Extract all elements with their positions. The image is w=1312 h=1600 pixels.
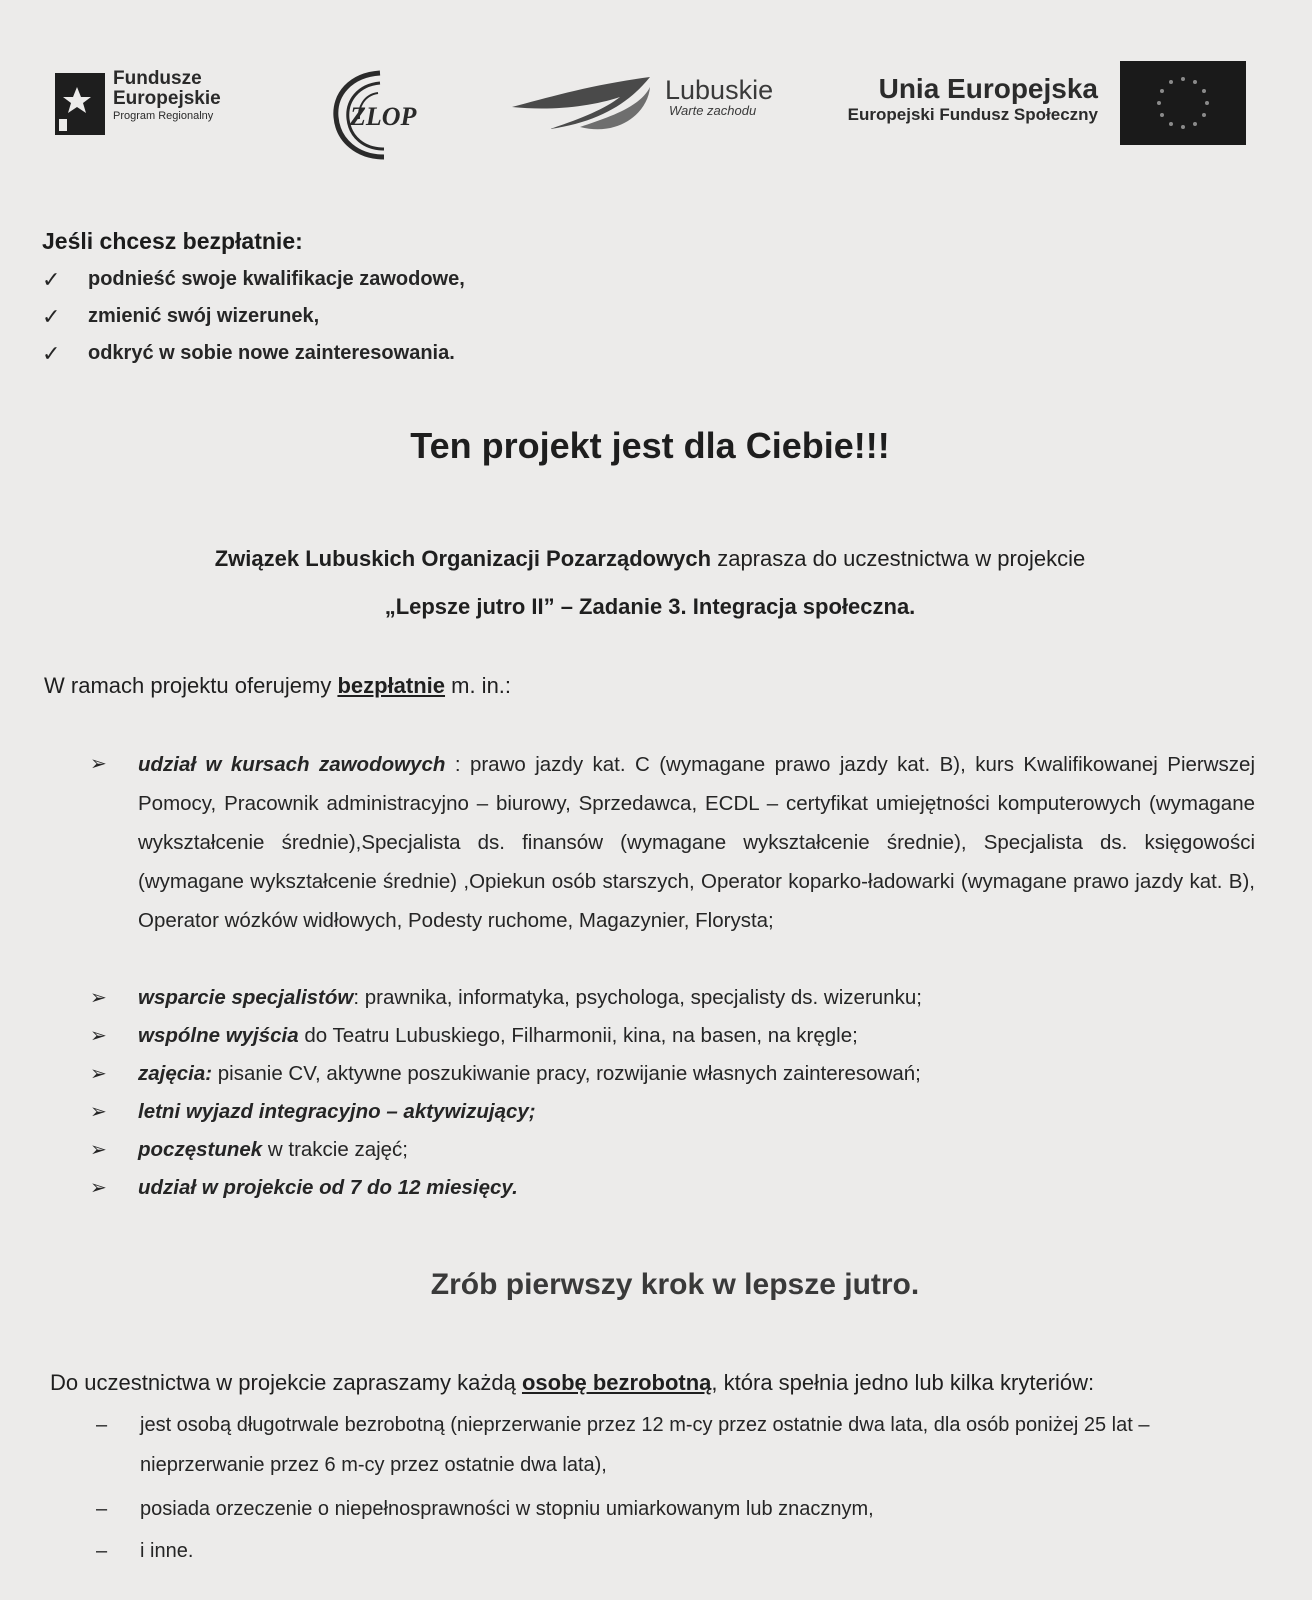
intro-heading: Jeśli chcesz bezpłatnie: — [42, 228, 303, 254]
arrow-bullet-icon: ➢ — [90, 1139, 107, 1161]
offer-free-label: bezpłatnie — [337, 673, 446, 698]
benefits-list — [42, 261, 465, 372]
fe-line2: Europejskie — [113, 87, 221, 109]
benefit-text: podnieść swoje kwalifikacje zawodowe, — [88, 268, 465, 290]
list-item — [90, 1055, 1255, 1093]
offer-text: pisanie CV, aktywne poszukiwanie pracy, rozwijanie własnych zainteresowań; — [212, 1062, 921, 1085]
checkmark-icon: ✓ — [42, 341, 61, 366]
offer-list — [90, 745, 1255, 1207]
invitation — [0, 535, 1300, 631]
dash-bullet-icon: – — [96, 1540, 108, 1562]
eu-flag-icon — [1120, 61, 1246, 145]
offer-emphasis: zajęcia: — [138, 1062, 213, 1085]
criterion-text: i inne. — [140, 1540, 194, 1562]
invitation-text: zaprasza do uczestnictwa w projekcie — [711, 546, 1086, 571]
unia-europejska-text — [830, 73, 1098, 125]
call-to-action: Zrób pierwszy krok w lepsze jutro. — [430, 1268, 920, 1301]
arrow-bullet-icon: ➢ — [90, 1177, 107, 1199]
criterion-text: posiada orzeczenie o niepełnosprawności w stopniu umiarkowanym lub znacznym, — [140, 1498, 874, 1520]
arrow-bullet-icon: ➢ — [90, 1063, 107, 1085]
arrow-bullet-icon: ➢ — [90, 987, 107, 1009]
offer-text: : prawo jazdy kat. C (wymagane prawo jazdy kat. B), kurs Kwalifikowanej Pierwszej Pomocy, Pracownik administracyjno – biurowy, Sprzedawca, ECDL – certyfikat umiejętności komputerowych (wymagane wykształcenie średnie),Specjalista ds. finansów (wymagane wykształcenie średnie), Specjalista ds. księgowości (wymagane wykształcenie średnie) ,Opiekun osób starszych, Operator koparko-ładowarki (wymagane prawo jazdy kat. B), Operator wózków widłowych, Podesty ruchome, Magazynier, Florysta; — [138, 753, 1255, 932]
offer-emphasis: udział w kursach zawodowych — [138, 753, 446, 776]
lubuskie-name: Lubuskie — [665, 75, 774, 105]
intro-block — [42, 228, 465, 372]
list-item — [90, 1093, 1255, 1131]
criteria-intro-text: Do uczestnictwa w projekcie zapraszamy każdą — [50, 1370, 522, 1395]
offer-emphasis: letni wyjazd integracyjno – aktywizujący; — [138, 1100, 536, 1123]
list-item — [96, 1531, 1246, 1573]
ue-line1: Unia Europejska — [878, 73, 1098, 104]
zlop-logo-icon — [328, 65, 438, 165]
criteria-list — [96, 1405, 1246, 1573]
criteria-target-label: osobę bezrobotną — [521, 1370, 712, 1395]
criterion-text: jest osobą długotrwale bezrobotną (nieprzerwanie przez 12 m-cy przez ostatnie dwa lata, dla osób poniżej 25 lat – nieprzerwanie przez 6 m-cy przez ostatnie dwa lata), — [140, 1414, 1150, 1476]
dash-bullet-icon: – — [96, 1498, 108, 1520]
list-item — [42, 261, 465, 298]
benefit-text: odkryć w sobie nowe zainteresowania. — [88, 342, 455, 364]
offer-intro-tail: m. in.: — [445, 673, 512, 698]
offer-emphasis: wspólne wyjścia — [138, 1024, 299, 1047]
list-item — [90, 745, 1255, 979]
checkmark-icon: ✓ — [42, 267, 61, 292]
offer-text: w trakcie zajęć; — [262, 1138, 408, 1161]
offer-emphasis: poczęstunek — [138, 1138, 263, 1161]
project-name: „Lepsze jutro II” – Zadanie 3. Integracja społeczna. — [384, 594, 916, 619]
fe-line1: Fundusze — [113, 68, 202, 89]
checkmark-icon: ✓ — [42, 304, 61, 329]
arrow-bullet-icon: ➢ — [90, 753, 107, 775]
list-item — [42, 298, 465, 335]
list-item — [90, 1017, 1255, 1055]
benefit-text: zmienić swój wizerunek, — [88, 305, 320, 327]
offer-text: : prawnika, informatyka, psychologa, specjalisty ds. wizerunku; — [353, 986, 922, 1009]
arrow-bullet-icon: ➢ — [90, 1101, 107, 1123]
offer-intro — [44, 673, 511, 699]
list-item — [42, 335, 465, 372]
list-item — [90, 1169, 1255, 1207]
zlop-logo-text: ZLOP — [350, 102, 417, 131]
dash-bullet-icon: – — [96, 1414, 108, 1436]
logo-strip — [0, 55, 1312, 165]
ue-line2: Europejski Fundusz Społeczny — [847, 105, 1098, 125]
fundusze-europejskie-text — [113, 69, 221, 122]
organization-name: Związek Lubuskich Organizacji Pozarządowych — [214, 546, 712, 571]
list-item — [96, 1405, 1246, 1489]
lubuskie-wing-icon — [510, 67, 655, 145]
list-item — [90, 1131, 1255, 1169]
offer-text: do Teatru Lubuskiego, Filharmonii, kina, na basen, na kręgle; — [298, 1024, 858, 1047]
offer-emphasis: wsparcie specjalistów — [138, 986, 354, 1009]
offer-intro-text: W ramach projektu oferujemy — [44, 673, 338, 698]
fe-line3: Program Regionalny — [113, 109, 214, 122]
offer-emphasis: udział w projekcie od 7 do 12 miesięcy. — [138, 1176, 518, 1199]
criteria-intro — [50, 1370, 1094, 1396]
list-item — [96, 1489, 1246, 1531]
arrow-bullet-icon: ➢ — [90, 1025, 107, 1047]
list-item — [90, 979, 1255, 1017]
page-title: Ten projekt jest dla Ciebie!!! — [410, 425, 890, 466]
lubuskie-tagline: Warte zachodu — [669, 103, 757, 118]
criteria-intro-tail: , która spełnia jedno lub kilka kryteriów: — [711, 1370, 1095, 1395]
lubuskie-text — [665, 77, 773, 117]
fundusze-europejskie-logo-icon — [55, 73, 105, 135]
